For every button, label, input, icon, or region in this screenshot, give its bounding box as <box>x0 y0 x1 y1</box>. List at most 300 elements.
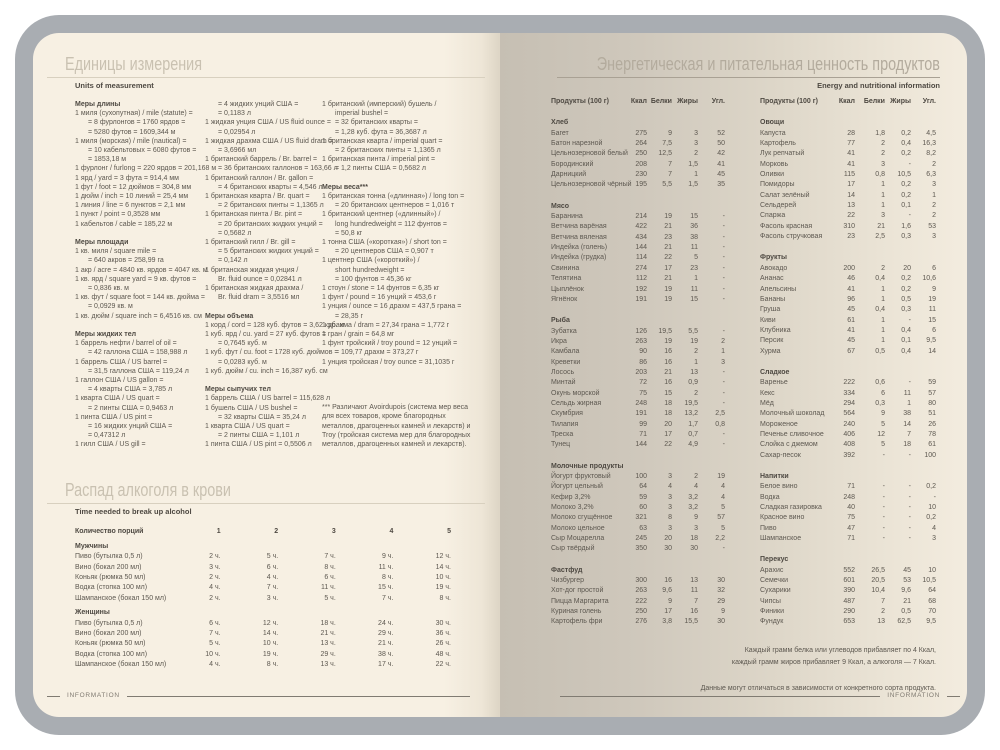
note-line: Данные могут отличаться в зависимости от конкретного сорта продукта. <box>700 685 936 692</box>
food-value: 30 <box>717 618 725 626</box>
measure-line: = 5280 футов = 1609,344 м <box>88 128 176 136</box>
food-name: Апельсины <box>760 285 797 293</box>
measure-line: = 0,0929 кв. м <box>88 303 133 311</box>
food-value: 86 <box>639 358 647 366</box>
measure-line: imperial bushel = <box>335 110 389 118</box>
food-row <box>551 358 727 368</box>
left-page <box>33 33 500 717</box>
food-name: Водка <box>760 493 780 501</box>
alcohol-value: 5 ч. <box>209 640 221 648</box>
alcohol-value: 48 ч. <box>435 650 451 658</box>
food-value: 64 <box>639 483 647 491</box>
food-value: - <box>882 493 885 501</box>
food-name: Ветчина варёная <box>551 223 607 231</box>
food-value: 35 <box>717 181 725 189</box>
food-name: Фасоль стручковая <box>760 233 823 241</box>
food-value: 45 <box>847 306 855 314</box>
food-name: Баранина <box>551 213 583 221</box>
food-name: Молоко сгущённое <box>551 514 613 522</box>
alcohol-value: 14 ч. <box>262 630 279 638</box>
food-value: - <box>882 524 885 532</box>
measure-line: = 20 британских центнеров = 1,016 т <box>335 202 455 210</box>
food-value: 203 <box>635 368 647 376</box>
food-row <box>551 129 727 139</box>
alcohol-row-label: Шампанское (бокал 150 мл) <box>75 661 167 669</box>
food-value: 4 <box>668 483 672 491</box>
food-value: 45 <box>717 171 725 179</box>
food-value: 80 <box>928 399 936 407</box>
food-value: 21 <box>664 275 672 283</box>
food-value: 3 <box>668 524 672 532</box>
food-value: 195 <box>635 181 647 189</box>
food-row <box>551 472 727 482</box>
food-value: 19 <box>928 295 936 303</box>
food-value: 3 <box>668 473 672 480</box>
food-value: 294 <box>843 399 855 407</box>
food-section-title: Сладкое <box>760 368 790 376</box>
food-value: 41 <box>717 160 725 168</box>
food-name: Картофель <box>760 140 796 148</box>
food-value: 245 <box>635 535 647 543</box>
measure-line: 1 кв. ярд / square yard = 9 кв. футов = <box>75 275 197 283</box>
food-value: 487 <box>843 597 855 605</box>
food-section <box>551 316 727 450</box>
measure-section-title: Меры площади <box>75 239 129 247</box>
alcohol-header-col: 4 <box>389 528 394 535</box>
food-value: - <box>908 316 911 324</box>
food-value: - <box>722 275 725 283</box>
food-name: Слойка с джемом <box>760 441 818 449</box>
food-value: 57 <box>928 389 936 397</box>
measure-line: 1 британский галлон / Br. gallon = <box>205 174 314 182</box>
measure-line: 1 баррель нефти / barrel of oil = <box>75 340 177 348</box>
food-value: 222 <box>635 597 647 605</box>
food-value: - <box>722 441 725 449</box>
food-value: 11 <box>928 306 936 314</box>
measure-line: = 2 британских пинты = 1,1365 л <box>218 202 324 210</box>
food-value: 422 <box>635 223 647 231</box>
food-value: 2,2 <box>715 535 725 543</box>
food-value: 9,5 <box>926 618 936 626</box>
food-value: 0,9 <box>688 379 698 387</box>
food-row <box>760 430 936 440</box>
food-row <box>760 295 936 305</box>
food-value: 3 <box>932 233 936 241</box>
alcohol-row-label: Вино (бокал 200 мл) <box>75 563 142 571</box>
food-value: 3 <box>694 140 698 148</box>
food-section <box>551 566 727 628</box>
food-value: 16,3 <box>922 140 936 148</box>
food-row <box>551 544 727 554</box>
measure-line: = 0,0283 куб. м <box>218 358 267 366</box>
alcohol-row-label: Шампанское (бокал 150 мл) <box>75 594 167 602</box>
food-value: 18 <box>664 399 672 407</box>
food-value: 15 <box>690 295 698 303</box>
measure-line: 1 фунт / pound = 16 унций = 453,6 г <box>322 294 437 302</box>
alcohol-header-col: 2 <box>274 528 279 535</box>
food-name: Хурма <box>760 347 781 355</box>
divider <box>560 696 880 697</box>
food-value: 15 <box>690 213 698 221</box>
food-value: - <box>908 483 911 491</box>
measure-line: = 5 британских жидких унций = <box>218 248 319 256</box>
measure-line: = 2 пинты США = 0,9463 л <box>88 404 174 412</box>
food-value: 300 <box>635 577 647 585</box>
food-row <box>551 597 727 607</box>
food-value: 7 <box>907 430 911 438</box>
food-value: 0,3 <box>901 306 911 314</box>
food-value: 240 <box>843 420 855 428</box>
food-value: - <box>722 264 725 272</box>
measure-line: = 0,7645 куб. м <box>218 340 267 348</box>
food-value: 6 <box>881 389 885 397</box>
food-row <box>551 149 727 159</box>
food-row <box>760 409 936 419</box>
food-value: 192 <box>635 285 647 293</box>
measure-line: Br. fluid ounce = 0,02841 л <box>218 275 302 283</box>
alcohol-value: 2 ч. <box>209 553 221 561</box>
food-row <box>551 503 727 513</box>
measure-line: 1 британская жидкая драхма / <box>205 285 304 293</box>
alcohol-row <box>75 629 475 639</box>
measure-line: 1 британский гилл / Br. gill = <box>205 239 296 247</box>
alcohol-value: 6 ч. <box>266 563 279 571</box>
food-value: 1,8 <box>875 129 885 137</box>
food-value: 9,5 <box>926 337 936 345</box>
measure-line: = 4 жидких унций США = <box>218 101 299 108</box>
food-value: 99 <box>639 420 647 428</box>
alcohol-value: 38 ч. <box>378 650 394 658</box>
food-value: 13,2 <box>684 410 698 418</box>
food-value: 20,5 <box>871 577 885 585</box>
food-value: 9 <box>668 597 672 605</box>
food-value: - <box>882 451 885 459</box>
food-value: 0,2 <box>926 483 936 491</box>
divider <box>47 503 485 504</box>
measure-line: = 20 британских жидких унций = <box>218 220 323 228</box>
measure-line: = 50,8 кг <box>335 229 363 237</box>
food-section-title: Овощи <box>760 119 785 127</box>
food-row <box>760 191 936 201</box>
alcohol-value: 4 ч. <box>209 584 221 592</box>
food-row <box>760 399 936 409</box>
food-header-product: Продукты (100 г) <box>551 98 609 105</box>
food-value: 14 <box>903 420 911 428</box>
measure-line: = 16 жидких унций США = <box>88 423 173 431</box>
food-value: 2 <box>932 202 936 210</box>
food-value: 23 <box>690 264 698 272</box>
information-label: INFORMATION <box>67 692 120 700</box>
food-value: 434 <box>635 233 647 241</box>
food-value: 63 <box>639 524 647 532</box>
food-value: 13 <box>690 368 698 376</box>
food-value: 90 <box>639 348 647 356</box>
food-value: - <box>722 368 725 376</box>
food-value: 3 <box>881 212 885 220</box>
food-name: Капуста <box>760 129 786 137</box>
food-row <box>551 513 727 523</box>
food-row <box>760 524 936 534</box>
food-row <box>760 274 936 284</box>
food-value: 9 <box>721 608 725 616</box>
food-value: 230 <box>635 171 647 179</box>
food-value: 100 <box>635 473 647 480</box>
food-value: 408 <box>843 441 855 449</box>
information-footer-left <box>47 691 470 701</box>
food-name: Йогурт цельный <box>551 483 603 491</box>
food-value: 17 <box>847 181 855 189</box>
food-value: 1,5 <box>688 160 698 168</box>
food-row <box>551 617 727 627</box>
alcohol-group-header: Мужчины <box>75 542 109 550</box>
food-name: Персик <box>760 337 784 345</box>
food-row <box>760 586 936 596</box>
food-value: 75 <box>847 514 855 522</box>
food-name: Лук репчатый <box>760 150 805 158</box>
food-value: 14 <box>928 347 936 355</box>
alcohol-value: 13 ч. <box>320 640 336 648</box>
food-value: 290 <box>843 608 855 616</box>
food-section <box>551 118 727 190</box>
food-name: Печенье сливочное <box>760 430 824 438</box>
food-name: Цельнозерновой чёрный <box>551 181 632 189</box>
food-name: Оливки <box>760 171 785 179</box>
food-value: 100 <box>924 451 936 459</box>
food-value: 1 <box>881 285 885 293</box>
food-row <box>551 170 727 180</box>
measure-line: = 2 британских пинты = 1,1365 л <box>335 147 441 155</box>
food-value: 4 <box>932 524 936 532</box>
food-row <box>551 493 727 503</box>
food-value: 1 <box>721 348 725 356</box>
food-name: Сладкая газировка <box>760 504 822 512</box>
food-value: 2 <box>881 140 885 148</box>
food-value: - <box>908 451 911 459</box>
food-name: Клубника <box>760 326 791 334</box>
food-value: 248 <box>843 493 855 501</box>
food-header-col: Белки <box>863 98 885 105</box>
food-value: 250 <box>635 150 647 158</box>
measure-line: 1 стоун / stone = 14 фунтов = 6,35 кг <box>322 285 440 293</box>
food-value: 5 <box>881 420 885 428</box>
food-name: Минтай <box>551 379 576 387</box>
food-name: Сельдь жирная <box>551 399 602 407</box>
food-value: 41 <box>847 150 855 158</box>
food-header-col: Угл. <box>922 98 936 105</box>
food-value: 392 <box>843 451 855 459</box>
food-value: 11 <box>690 244 698 252</box>
food-section <box>760 368 936 461</box>
food-section <box>760 253 936 356</box>
measure-line: 1 гилл США / US gill = <box>75 441 146 449</box>
food-value: - <box>722 327 725 335</box>
measure-line: 1 жидкая драхма США / US fluid dram = <box>205 137 333 145</box>
food-value: 40 <box>847 504 855 512</box>
food-name: Окунь морской <box>551 389 600 397</box>
alcohol-value: 6 ч. <box>324 573 336 581</box>
alcohol-row-label: Водка (стопка 100 мл) <box>75 584 148 592</box>
spacer <box>322 376 474 385</box>
divider <box>47 77 485 78</box>
spacer <box>322 367 474 376</box>
food-value: 1 <box>881 326 885 334</box>
measure-line: 1 баррель США / US barrel = 115,628 л <box>205 395 331 403</box>
measure-line: = 4 кварты США = 3,785 л <box>88 386 173 394</box>
divider <box>47 696 60 697</box>
food-value: - <box>908 514 911 522</box>
alcohol-row-label: Водка (стопка 100 мл) <box>75 650 148 658</box>
food-value: - <box>722 295 725 303</box>
food-value: 1 <box>881 316 885 324</box>
food-header-col: Жиры <box>677 98 698 105</box>
alcohol-header-label: Количество порций <box>75 528 144 535</box>
food-value: 38 <box>690 233 698 241</box>
food-name: Кекс <box>760 389 775 397</box>
food-value: - <box>908 379 911 387</box>
food-section-title: Мясо <box>551 202 570 210</box>
food-name: Бородинский <box>551 160 594 168</box>
measure-line: 1 британская кварта / imperial quart = <box>322 137 443 145</box>
food-value: 26,5 <box>871 566 885 574</box>
alcohol-value: 8 ч. <box>439 594 451 602</box>
food-value: 214 <box>635 213 647 221</box>
alcohol-value: 11 ч. <box>320 584 336 592</box>
food-value: 3 <box>694 129 698 137</box>
food-value: 0,4 <box>901 347 911 355</box>
measure-line: 1 кварта США / US quart = <box>75 395 160 403</box>
food-value: 13 <box>877 618 885 626</box>
alcohol-value: 17 ч. <box>378 661 394 669</box>
food-name: Цыплёнок <box>551 285 584 293</box>
food-value: 8,2 <box>926 150 936 158</box>
measure-line: = 1,2 пинты США = 0,5682 л <box>335 165 427 173</box>
measure-line: = 100 фунтов = 45,36 кг <box>335 275 412 283</box>
food-value: 274 <box>635 264 647 272</box>
alcohol-header-col: 1 <box>216 528 221 535</box>
alcohol-value: 19 ч. <box>435 584 451 592</box>
measure-line: long hundredweight = 112 фунтов = <box>335 220 448 228</box>
food-name: Чизбургер <box>551 577 585 585</box>
food-name: Пицца Маргарита <box>551 597 609 605</box>
food-value: 68 <box>928 597 936 605</box>
measure-line: 1 корд / cord = 128 куб. футов = 3,62 куб. м <box>205 321 345 329</box>
food-section-title: Фрукты <box>760 254 787 262</box>
alcohol-group-header: Женщины <box>75 609 110 617</box>
food-header-row <box>551 97 727 107</box>
food-row <box>551 430 727 440</box>
food-row <box>551 180 727 190</box>
food-row <box>551 253 727 263</box>
food-name: Ананас <box>760 275 784 283</box>
food-value: 222 <box>843 379 855 387</box>
alcohol-value: 3 ч. <box>209 563 221 571</box>
food-value: 19 <box>664 213 672 221</box>
food-value: 67 <box>847 347 855 355</box>
food-value: 0,1 <box>901 337 911 345</box>
food-row <box>760 566 936 576</box>
food-header-col: Жиры <box>890 98 911 105</box>
measure-line: = 10 кабельтовых = 6080 футов = <box>88 147 197 155</box>
food-name: Груша <box>760 306 781 314</box>
food-name: Скумбрия <box>551 410 583 418</box>
food-name: Треска <box>551 430 574 438</box>
nutrition-notes <box>701 645 936 695</box>
alcohol-value: 2 ч. <box>209 594 221 602</box>
food-row <box>760 597 936 607</box>
food-value: 2 <box>694 473 698 480</box>
alcohol-value: 8 ч. <box>381 573 394 581</box>
food-name: Свинина <box>551 264 580 272</box>
measure-line: = 0,142 л <box>218 257 248 265</box>
food-value: 0,2 <box>926 514 936 522</box>
food-value: 653 <box>843 618 855 626</box>
food-value: 21 <box>664 223 672 231</box>
food-value: 0,2 <box>901 275 911 283</box>
food-value: 12 <box>877 430 885 438</box>
alcohol-value: 12 ч. <box>435 553 451 561</box>
food-value: 200 <box>843 264 855 272</box>
alcohol-value: 8 ч. <box>266 661 279 669</box>
food-row <box>551 347 727 357</box>
food-name: Салат зелёный <box>760 191 810 199</box>
food-value: - <box>722 399 725 407</box>
food-value: 1,7 <box>688 420 698 428</box>
food-value: 7 <box>668 160 672 168</box>
measure-line: 1 кв. фут / square foot = 144 кв. дюйма = <box>75 294 206 302</box>
food-section <box>551 462 727 555</box>
food-value: 22 <box>664 254 672 262</box>
food-value: 4 <box>721 483 725 491</box>
food-name: Фасоль красная <box>760 222 813 230</box>
food-value: 0,7 <box>688 430 698 438</box>
measure-line: 1 фунт тройский / troy pound = 12 унций = <box>322 340 458 348</box>
food-row <box>760 232 936 242</box>
alcohol-value: 18 ч. <box>320 619 336 627</box>
food-value: - <box>722 254 725 262</box>
measure-line: 1 фурлонг / furlong = 220 ярдов = 201,168 м <box>75 165 217 173</box>
food-value: 3 <box>932 535 936 543</box>
food-value: 19,5 <box>684 399 698 407</box>
food-value: 17 <box>664 264 672 272</box>
food-value: 2,5 <box>875 233 885 241</box>
food-name: Киви <box>760 316 776 324</box>
food-name: Сыр Моцарелла <box>551 535 605 543</box>
food-value: 61 <box>847 316 855 324</box>
measure-line: 1 фут / foot = 12 дюймов = 304,8 мм <box>75 183 192 191</box>
food-row <box>551 368 727 378</box>
alcohol-row-label: Коньяк (рюмка 50 мл) <box>75 640 146 648</box>
measure-line: 1 тонна США («короткая») / short ton = <box>322 239 447 247</box>
alcohol-value: 4 ч. <box>209 661 221 669</box>
measure-line: short hundredweight = <box>335 266 405 274</box>
food-name: Зубатка <box>551 327 577 335</box>
food-value: 71 <box>639 430 647 438</box>
food-value: 406 <box>843 430 855 438</box>
food-row <box>551 295 727 305</box>
food-value: 334 <box>843 389 855 397</box>
food-value: 21 <box>903 597 911 605</box>
food-value: 1 <box>932 191 936 199</box>
food-value: 26 <box>928 420 936 428</box>
food-row <box>551 586 727 596</box>
food-row <box>551 524 727 534</box>
food-value: 552 <box>843 566 855 574</box>
food-name: Куриная голень <box>551 608 602 616</box>
food-row <box>551 274 727 284</box>
food-value: 10,4 <box>871 587 885 595</box>
food-section <box>760 555 936 627</box>
food-value: 2 <box>694 389 698 397</box>
